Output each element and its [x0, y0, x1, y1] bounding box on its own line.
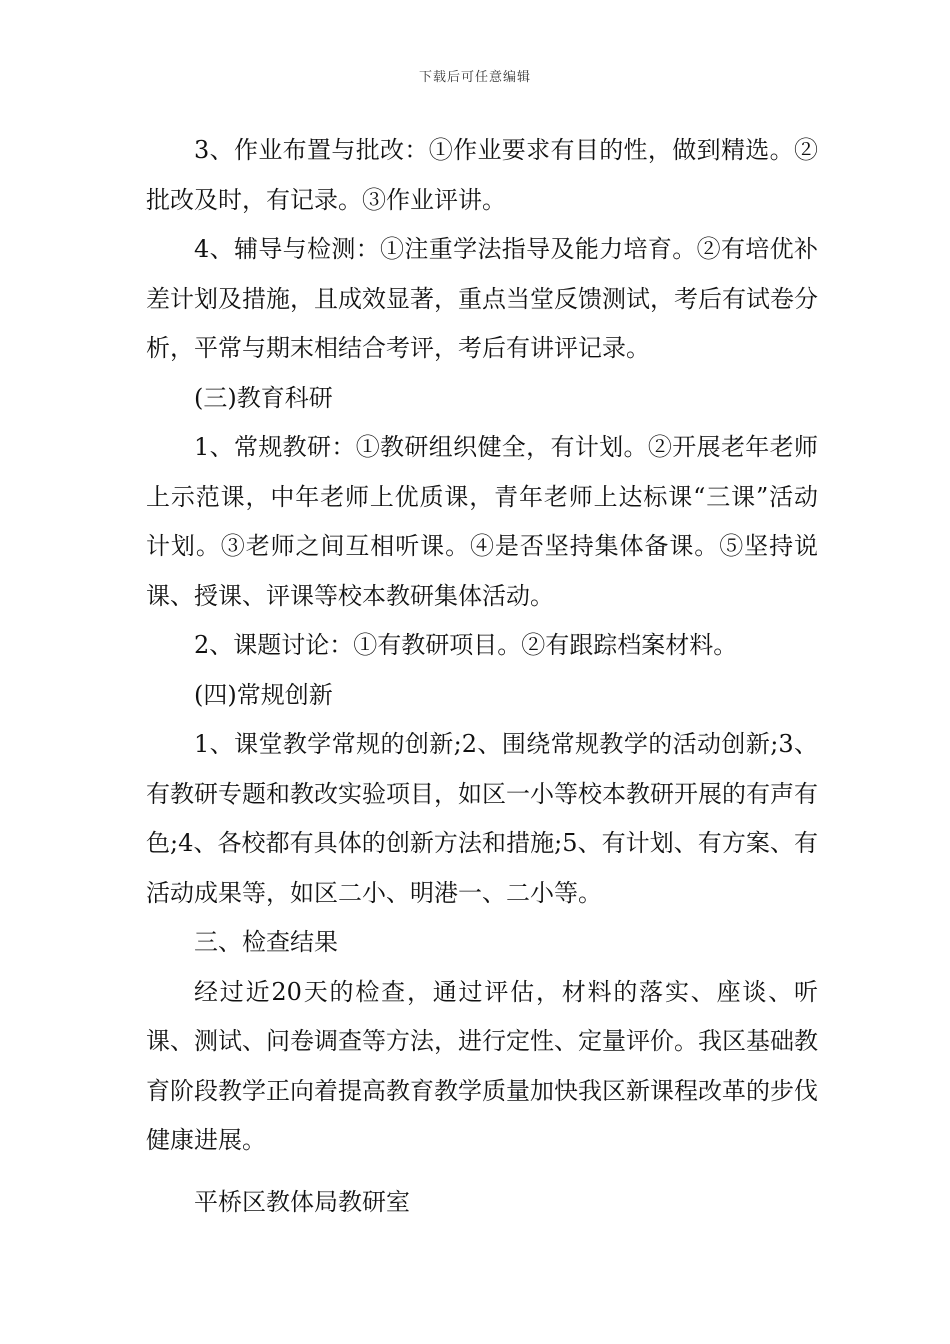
paragraph-topic-discussion: 2、课题讨论：①有教研项目。②有跟踪档案材料。 [194, 631, 738, 659]
section-heading-innovation: (四)常规创新 [194, 680, 333, 709]
paragraph-tutoring: 4、辅导与检测：①注重学法指导及能力培育。②有培优补差计划及措施，且成效显著，重点当堂反馈测试，考后有试卷分析，平常与期末相结合考评，考后有讲评记录。 [146, 235, 818, 362]
document-body [146, 126, 818, 1227]
paragraph-routine-research: 1、常规教研：①教研组织健全，有计划。②开展老年老师上示范课，中年老师上优质课，青年老师上达标课“三课”活动计划。③老师之间互相听课。④是否坚持集体备课。⑤坚持说课、授课、评课等校本教研集体活动。 [146, 433, 818, 610]
paragraph-innovation: 1、课堂教学常规的创新;2、围绕常规教学的活动创新;3、有教研专题和教改实验项目，如区一小等校本教研开展的有声有色;4、各校都有具体的创新方法和措施;5、有计划、有方案、有活动成果等，如区二小、明港一、二小等。 [146, 730, 818, 907]
paragraph-homework: 3、作业布置与批改：①作业要求有目的性，做到精选。②批改及时，有记录。③作业评讲。 [146, 136, 818, 214]
page-header-note: 下载后可任意编辑 [418, 70, 531, 85]
paragraph-results: 经过近20天的检查，通过评估，材料的落实、座谈、听课、测试、问卷调查等方法，进行定性、定量评价。我区基础教育阶段教学正向着提高教育教学质量加快我区新课程改革的步伐健康进展。 [146, 977, 818, 1154]
section-heading-results: 三、检查结果 [194, 928, 338, 956]
signature-line: 平桥区教体局教研室 [194, 1187, 410, 1216]
section-heading-research: (三)教育科研 [194, 383, 333, 412]
